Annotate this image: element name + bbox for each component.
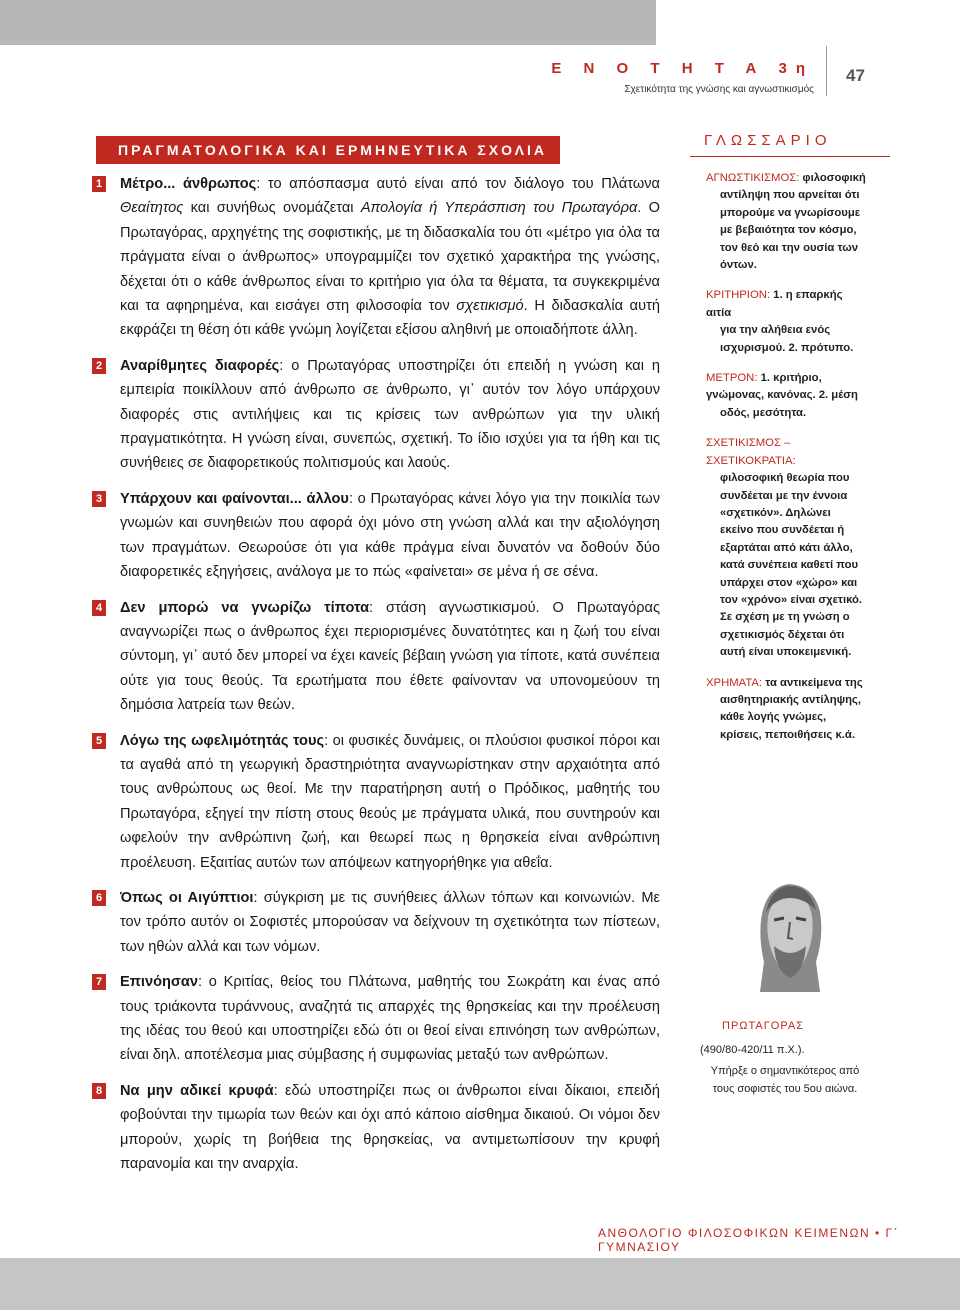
note-text: και συνήθως ονομάζεται <box>183 200 361 217</box>
note-text: . Η διδασκαλία αυτή εκφράζει τη θέση ότι κάθε γνώμη λογίζεται εξίσου αληθινή με οποιαδήποτε άλλη. <box>120 298 660 339</box>
glossary-definition-start: 1. κριτήριο, γνώμονας, κανόνας. 2. μέση <box>706 372 858 402</box>
unit-subtitle: Σχετικότητα της γνώσης και αγνωστικισμός <box>624 84 814 95</box>
glossary-term: ΣΧΕΤΙΚΙΣΜΟΣ – ΣΧΕΤΙΚΟΚΡΑΤΙΑ: <box>706 437 796 467</box>
note-lemma: Επινόησαν <box>120 974 198 991</box>
glossary-term: ΧΡΗΜΑΤΑ: <box>706 676 763 689</box>
unit-title: Ε Ν Ο Τ Η Τ Α 3η <box>551 60 814 77</box>
note-lemma: Να μην αδικεί κρυφά <box>120 1082 274 1099</box>
section-heading: ΠΡΑΓΜΑΤΟΛΟΓΙΚΑ ΚΑΙ ΕΡΜΗΝΕΥΤΙΚΑ ΣΧΟΛΙΑ <box>96 136 560 164</box>
glossary-term: ΑΓΝΩΣΤΙΚΙΣΜΟΣ: <box>706 172 800 184</box>
note-number: 4 <box>92 600 106 616</box>
note-2 <box>92 354 660 476</box>
portrait-name: ΠΡΩΤΑΓΟΡΑΣ <box>722 1020 805 1032</box>
note-text: : στάση αγνωστικισμού. Ο Πρωταγόρας αναγνωρίζει πως ο άνθρωπος έχει περιορισμένες δυνατότητες και η ζωή του είναι σύντομη, γι᾽ αυτό δεν μπορεί να έχει κανείς βέβαιη γνώση για τίποτε, κατά συνέπεια ούτε για τους θεούς. Τα ερωτήματα που έθετε φαίνονταν να υπονομεύουν τη δημόσια λατρεία των θεών. <box>120 599 660 714</box>
top-band-tail <box>656 0 960 45</box>
note-italic: Θεαίτητος <box>120 200 184 217</box>
note-number: 8 <box>92 1083 106 1099</box>
note-text: : εδώ υποστηρίζει πως οι άνθρωποι είναι δίκαιοι, επειδή φοβούνται την τιμωρία των θεών και όχι από κάποιο αίσθημα δικαιού. Οι νόμοι δεν μπορούν, χωρίς τη βοήθεια της θρησκείας, να αντιμετωπίσουν την κρυφή παρανομία και την αναρχία. <box>120 1082 660 1173</box>
note-6 <box>92 886 660 959</box>
page-divider <box>826 46 827 96</box>
note-text: : ο Πρωταγόρας υποστηρίζει ότι επειδή η γνώση και η εμπειρία ποικίλλουν από άνθρωπο σε άνθρωπο, γι᾽ αυτόν τον λόγο υπάρχουν διαφορές στις αντιλήψεις και τις κρίσεις των ανθρώπων για την υλική πραγματικότητα. Η γνώση είναι, συνεπώς, σχετική. Το ίδιο ισχύει για τα ήθη και τις συνήθειες σε διαφορετικούς πολιτισμούς και λαούς. <box>120 357 660 472</box>
glossary-definition-start: 1. η επαρκής αιτία <box>706 289 843 319</box>
note-number: 5 <box>92 733 106 749</box>
glossary-definition: αντίληψη που αρνείται ότι μπορούμε να γνωρίσουμε με βεβαιότητα τον κόσμο, τον θεό και την ουσία των όντων. <box>720 189 861 272</box>
note-text: . Ο Πρωταγόρας, αρχηγέτης της σοφιστικής, με τη διδασκαλία του ότι «μέτρο για όλα τα πράγματα είναι ο άνθρωπος» υπογραμμίζει τον σχετικό χαρακτήρα της γνώσης, δέχεται ότι ο κάθε άνθρωπος είναι το κριτήριο για όλα τα θέματα, τα συγκεκριμένα και τα αφηρημένα, και εισάγει στη φιλοσοφία τον <box>120 200 660 315</box>
note-number: 7 <box>92 974 106 990</box>
glossary-definition: φιλοσοφική θεωρία που συνδέεται με την έννοια «σχετικόν». Δηλώνει εκείνο που συνδέεται ή εξαρτάται από κάτι άλλο, κατά συνέπεια καθετί που υπάρχει στον «χώρο» και τον «χρόνο» είναι σχετικό. Σε σχέση με τη γνώση ο σχετικισμός δέχεται ότι αυτή είναι υποκειμενική. <box>720 472 863 659</box>
glossary-definition-start: φιλοσοφική <box>802 172 866 184</box>
glossary-definition: αισθητηριακής αντίληψης, κάθε λογής γνώμες, κρίσεις, πεποιθήσεις κ.ά. <box>720 693 862 741</box>
glossary-definition: για την αλήθεια ενός ισχυρισμού. 2. πρότυπο. <box>720 324 854 354</box>
glossary-term: ΜΕΤΡΟΝ: <box>706 372 758 385</box>
bottom-band <box>0 1258 960 1310</box>
note-8 <box>92 1079 660 1177</box>
note-number: 6 <box>92 890 106 906</box>
note-lemma: Δεν μπορώ να γνωρίζω τίποτα <box>120 599 370 616</box>
note-italic: Απολογία ή Υπεράσπιση του Πρωταγόρα <box>360 200 638 217</box>
glossary-entry <box>706 675 866 745</box>
note-number: 1 <box>92 176 106 192</box>
note-lemma: Μέτρο... άνθρωπος <box>120 176 257 192</box>
glossary-title: ΓΛΩΣΣΑΡΙΟ <box>704 132 832 149</box>
note-3 <box>92 487 660 585</box>
note-text: : οι φυσικές δυνάμεις, οι πλούσιοι φυσικοί πόροι και τα αγαθά από τη γεωργική δραστηριότητα αναγνωρίστηκαν στην αρχαιότητα από τους ανθρώπους ως θεοί. Με την παρατήρηση αυτή ο Πρόδικος, μαθητής του Πρωταγόρα, εξηγεί την πίστη στους θεούς με πράγματα υλικά, που συντηρούν και ωφελούν την ανθρώπινη ζωή, και θεωρεί πως η θρησκεία είναι ανθρώπινη προέλευση. Εξαιτίας αυτών των απόψεων κατηγορήθηκε για αθεΐα. <box>120 732 660 871</box>
note-number: 2 <box>92 358 106 374</box>
glossary-entry <box>706 435 866 661</box>
glossary-definition: οδός, μεσότητα. <box>720 406 807 419</box>
note-lemma: Λόγω της ωφελιμότητάς τους <box>120 732 325 749</box>
note-4 <box>92 596 660 718</box>
note-7 <box>92 970 660 1068</box>
notes-column <box>92 172 660 1187</box>
footer-title: ΑΝΘΟΛΟΓΙΟ ΦΙΛΟΣΟΦΙΚΩΝ ΚΕΙΜΕΝΩΝ • Γ΄ ΓΥΜΝΑΣΙΟΥ <box>598 1226 900 1254</box>
note-1 <box>92 172 660 343</box>
note-lemma: Όπως οι Αιγύπτιοι <box>120 889 254 906</box>
glossary-entry <box>706 170 866 274</box>
note-5 <box>92 729 660 875</box>
note-number: 3 <box>92 491 106 507</box>
page-number: 47 <box>846 66 865 85</box>
note-lemma: Υπάρχουν και φαίνονται... άλλου <box>120 490 349 507</box>
portrait-description: Υπήρξε ο σημαντικότερος από τους σοφιστές του 5ου αιώνα. <box>710 1065 860 1095</box>
glossary-term: ΚΡΙΤΗΡΙΟΝ: <box>706 289 771 302</box>
protagoras-bust-image <box>744 876 836 992</box>
note-text: : σύγκριση με τις συνήθειες άλλων τόπων και κοινωνιών. Με τον τρόπο αυτόν οι Σοφιστές μπορούσαν να δείχνουν τη σχετικότητα των πίστεων, των ηθών αλλά και των νόμων. <box>120 889 660 955</box>
glossary <box>706 170 866 757</box>
note-italic: σχετικισμό <box>456 298 524 315</box>
top-band <box>0 0 656 45</box>
note-lemma: Αναρίθμητες διαφορές <box>120 357 280 374</box>
glossary-rule <box>690 156 890 157</box>
note-text: : ο Κριτίας, θείος του Πλάτωνα, μαθητής του Σωκράτη και ένας από τους τριάκοντα τυράννους, αναζητά τις απαρχές της θρησκείας και την προέλευση της ιδέας του θεού και υποστηρίζει εδώ ότι οι θεοί είναι επινόηση των ανθρώπων, είναι δηλ. αποτέλεσμα μιας σύμβασης ή συμφωνίας μεταξύ των ανθρώπων. <box>120 974 660 1064</box>
note-text: : ο Πρωταγόρας κάνει λόγο για την ποικιλία των γνωμών και συνηθειών που αφορά όχι μόνο στη γνώση αλλά και την αξιολόγηση των πραγμάτων. Θεωρούσε ότι για κάθε πράγμα είναι δυνατόν να δοθούν δύο διαφορετικές εξηγήσεις, ανάλογα με το πώς «φαίνεται» σε μένα ή σε σένα. <box>120 490 660 581</box>
note-text: : το απόσπασμα αυτό είναι από τον διάλογο του Πλάτωνα <box>256 176 660 192</box>
portrait-dates: (490/80-420/11 π.Χ.). <box>700 1044 805 1056</box>
glossary-entry <box>706 287 866 357</box>
glossary-definition-start: τα αντικείμενα της <box>765 676 863 689</box>
glossary-entry <box>706 370 866 422</box>
